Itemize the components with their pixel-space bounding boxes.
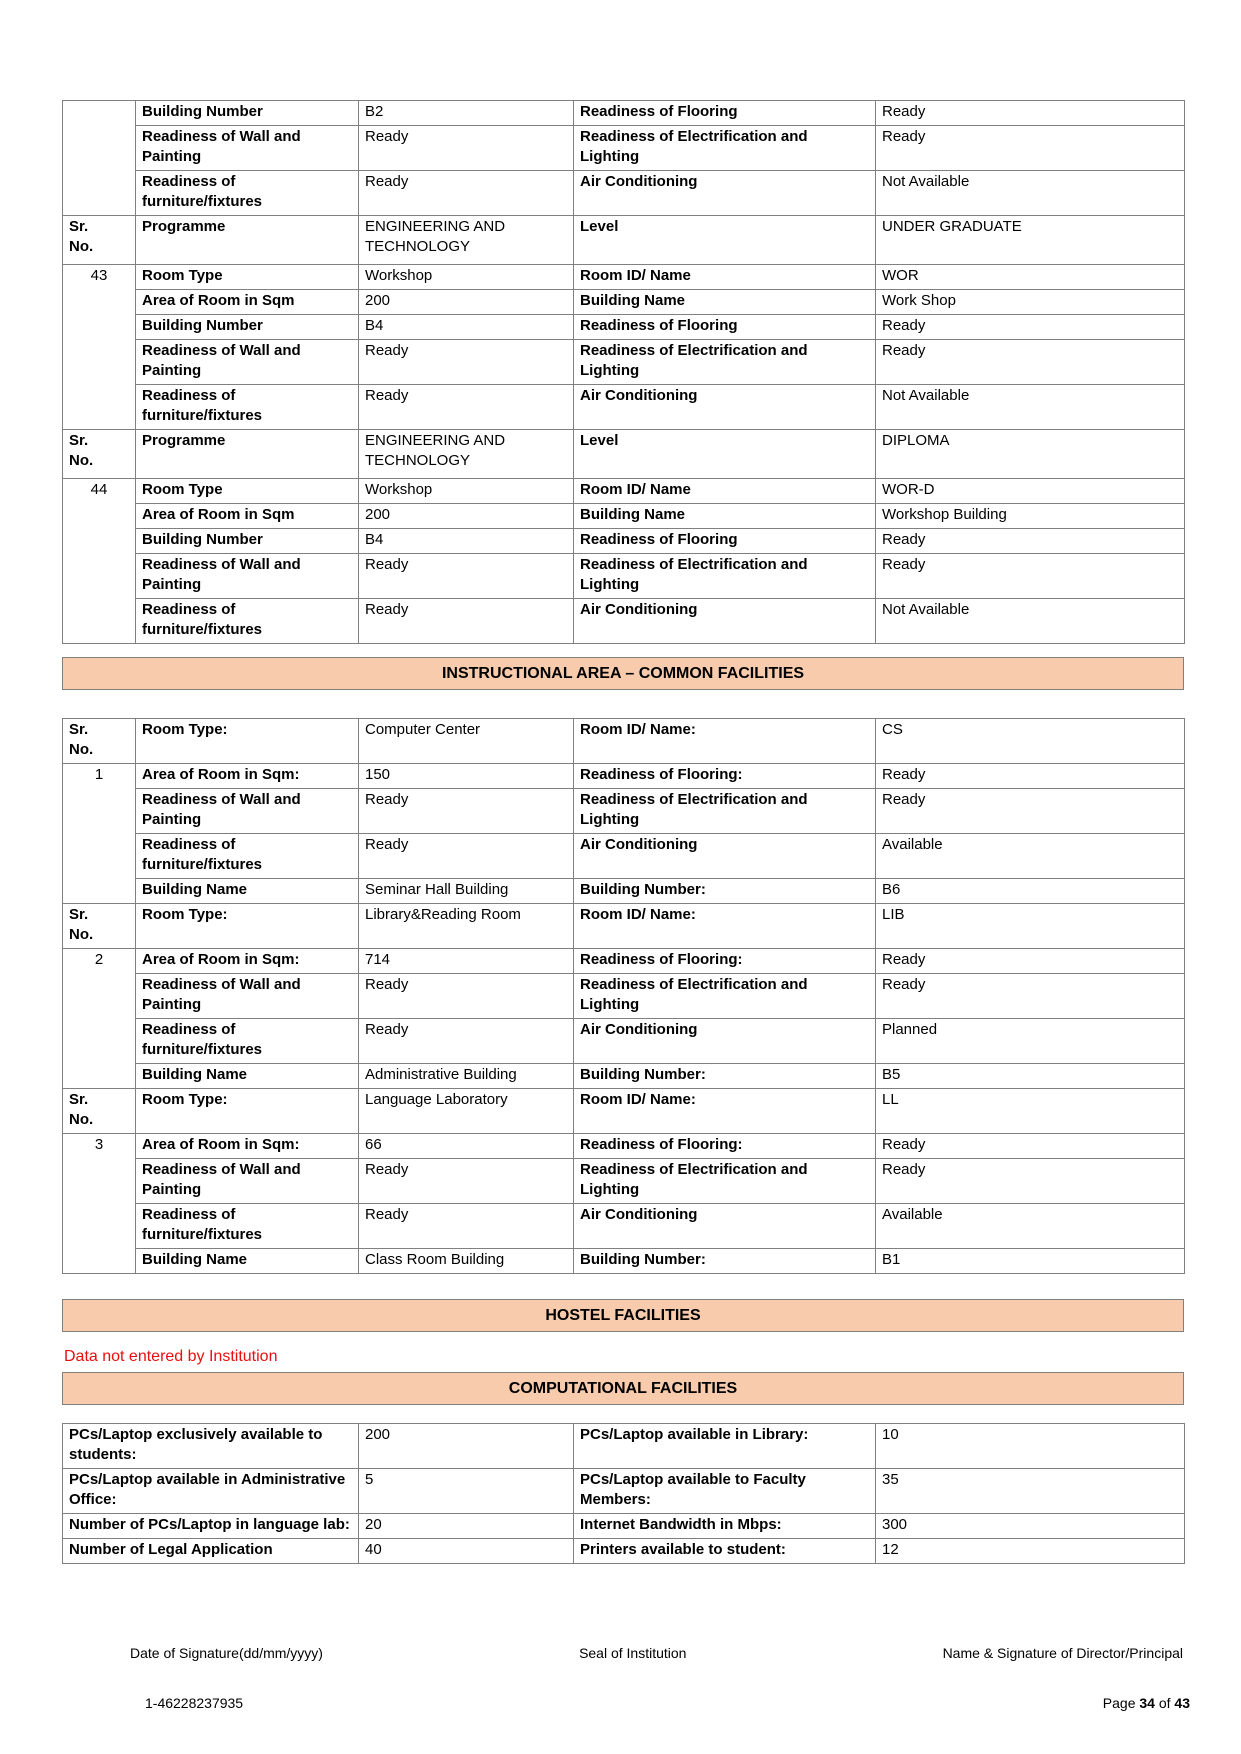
field-value: B1	[876, 1249, 1185, 1274]
sr-no-header: Sr. No.	[63, 430, 136, 479]
field-value: 66	[359, 1134, 574, 1159]
field-value: ENGINEERING AND TECHNOLOGY	[359, 216, 574, 265]
field-label: Building Number	[136, 101, 359, 126]
field-label: Room Type:	[136, 719, 359, 764]
field-value: B4	[359, 315, 574, 340]
table-row	[63, 1134, 1185, 1159]
field-value: Workshop	[359, 479, 574, 504]
field-value: WOR	[876, 265, 1185, 290]
field-label: PCs/Laptop available in Library:	[574, 1424, 876, 1469]
field-label: Number of PCs/Laptop in language lab:	[63, 1514, 359, 1539]
footer-signature-row	[130, 1645, 1183, 1661]
field-value: Planned	[876, 1019, 1185, 1064]
instructional-area-table	[62, 100, 1185, 644]
field-value: ENGINEERING AND TECHNOLOGY	[359, 430, 574, 479]
field-label: Readiness of furniture/fixtures	[136, 834, 359, 879]
field-value: CS	[876, 719, 1185, 764]
table-row	[63, 529, 1185, 554]
director-signature-label: Name & Signature of Director/Principal	[942, 1645, 1183, 1661]
field-value: Ready	[876, 101, 1185, 126]
field-label: Air Conditioning	[574, 171, 876, 216]
sr-no-header: Sr. No.	[63, 1089, 136, 1134]
field-label: Readiness of Wall and Painting	[136, 789, 359, 834]
table-row	[63, 1424, 1185, 1469]
field-value: 200	[359, 290, 574, 315]
field-label: Readiness of furniture/fixtures	[136, 385, 359, 430]
field-label: Readiness of Electrification and Lighting	[574, 126, 876, 171]
field-value: Available	[876, 834, 1185, 879]
field-label: Air Conditioning	[574, 834, 876, 879]
field-label: Readiness of Electrification and Lighting	[574, 340, 876, 385]
field-label: Room ID/ Name	[574, 479, 876, 504]
sr-number: 44	[63, 479, 136, 644]
field-label: Area of Room in Sqm:	[136, 1134, 359, 1159]
field-label: Area of Room in Sqm	[136, 290, 359, 315]
table-row	[63, 385, 1185, 430]
table-row	[63, 1249, 1185, 1274]
table-row	[63, 554, 1185, 599]
field-label: Readiness of Electrification and Lighting	[574, 789, 876, 834]
table-row	[63, 834, 1185, 879]
section-banner-instructional-common: INSTRUCTIONAL AREA – COMMON FACILITIES	[62, 657, 1184, 690]
table-row	[63, 1019, 1185, 1064]
field-label: Readiness of furniture/fixtures	[136, 1019, 359, 1064]
field-value: Seminar Hall Building	[359, 879, 574, 904]
field-label: Readiness of Wall and Painting	[136, 554, 359, 599]
table-row	[63, 479, 1185, 504]
table-row	[63, 430, 1185, 479]
field-value: Ready	[876, 315, 1185, 340]
hostel-data-note: Data not entered by Institution	[64, 1348, 278, 1365]
field-value: 10	[876, 1424, 1185, 1469]
field-label: Area of Room in Sqm	[136, 504, 359, 529]
field-label: Building Name	[574, 290, 876, 315]
sr-no-header: Sr. No.	[63, 904, 136, 949]
field-value: Not Available	[876, 385, 1185, 430]
table-row	[63, 101, 1185, 126]
field-label: Readiness of Flooring	[574, 315, 876, 340]
field-value: Library&Reading Room	[359, 904, 574, 949]
field-value: 35	[876, 1469, 1185, 1514]
field-value: B5	[876, 1064, 1185, 1089]
table-row	[63, 1159, 1185, 1204]
field-value: Ready	[876, 949, 1185, 974]
field-label: Readiness of Electrification and Lighting	[574, 554, 876, 599]
computational-facilities-table	[62, 1423, 1185, 1564]
field-label: Readiness of Flooring	[574, 101, 876, 126]
field-label: Room Type:	[136, 1089, 359, 1134]
sr-no-header: Sr. No.	[63, 216, 136, 265]
sr-no-header: Sr. No.	[63, 719, 136, 764]
field-label: Readiness of Flooring	[574, 529, 876, 554]
field-value: 20	[359, 1514, 574, 1539]
field-value: 40	[359, 1539, 574, 1564]
table-row	[63, 171, 1185, 216]
field-label: Building Number:	[574, 879, 876, 904]
field-value: B6	[876, 879, 1185, 904]
field-label: Readiness of Wall and Painting	[136, 1159, 359, 1204]
common-facilities-table	[62, 718, 1185, 1274]
field-label: Air Conditioning	[574, 385, 876, 430]
seal-of-institution-label: Seal of Institution	[579, 1645, 687, 1661]
field-value: DIPLOMA	[876, 430, 1185, 479]
table-row	[63, 265, 1185, 290]
field-value: LL	[876, 1089, 1185, 1134]
table-row	[63, 719, 1185, 764]
field-label: Number of Legal Application	[63, 1539, 359, 1564]
field-value: Not Available	[876, 599, 1185, 644]
field-label: Area of Room in Sqm:	[136, 949, 359, 974]
field-label: Room Type	[136, 479, 359, 504]
table-row	[63, 126, 1185, 171]
field-value: Ready	[359, 834, 574, 879]
field-value: Ready	[876, 1134, 1185, 1159]
field-value: Ready	[876, 1159, 1185, 1204]
table-row	[63, 1089, 1185, 1134]
field-label: Readiness of Electrification and Lighting	[574, 974, 876, 1019]
field-value: Ready	[876, 554, 1185, 599]
field-label: Air Conditioning	[574, 1204, 876, 1249]
field-label: Readiness of Wall and Painting	[136, 126, 359, 171]
field-value: Ready	[359, 1204, 574, 1249]
section-banner-computational: COMPUTATIONAL FACILITIES	[62, 1372, 1184, 1405]
field-label: PCs/Laptop exclusively available to students:	[63, 1424, 359, 1469]
date-of-signature-label: Date of Signature(dd/mm/yyyy)	[130, 1645, 323, 1661]
table-row	[63, 1204, 1185, 1249]
field-label: Room Type	[136, 265, 359, 290]
sr-number: 43	[63, 265, 136, 430]
field-value: 714	[359, 949, 574, 974]
field-label: PCs/Laptop available in Administrative Office:	[63, 1469, 359, 1514]
footer-page-row	[145, 1695, 1190, 1711]
field-value: Computer Center	[359, 719, 574, 764]
field-value: Ready	[359, 1159, 574, 1204]
field-label: Printers available to student:	[574, 1539, 876, 1564]
field-label: Air Conditioning	[574, 1019, 876, 1064]
field-label: Readiness of Flooring:	[574, 949, 876, 974]
field-label: Building Name	[136, 879, 359, 904]
table-row	[63, 1514, 1185, 1539]
table-row	[63, 599, 1185, 644]
field-label: Internet Bandwidth in Mbps:	[574, 1514, 876, 1539]
field-label: Room ID/ Name:	[574, 904, 876, 949]
field-value: Workshop Building	[876, 504, 1185, 529]
field-value: Ready	[359, 340, 574, 385]
sr-number: 1	[63, 764, 136, 904]
field-value: WOR-D	[876, 479, 1185, 504]
field-value: UNDER GRADUATE	[876, 216, 1185, 265]
field-label: Area of Room in Sqm:	[136, 764, 359, 789]
field-label: Programme	[136, 430, 359, 479]
field-value: Ready	[359, 171, 574, 216]
field-value: Ready	[876, 340, 1185, 385]
field-label: Readiness of furniture/fixtures	[136, 1204, 359, 1249]
field-value: 200	[359, 1424, 574, 1469]
field-value: Not Available	[876, 171, 1185, 216]
field-value: Ready	[359, 974, 574, 1019]
field-label: Level	[574, 430, 876, 479]
field-value: 150	[359, 764, 574, 789]
field-value: Ready	[359, 789, 574, 834]
field-value: Work Shop	[876, 290, 1185, 315]
field-label: Room ID/ Name:	[574, 1089, 876, 1134]
table-row	[63, 949, 1185, 974]
field-label: Readiness of Wall and Painting	[136, 974, 359, 1019]
field-label: Building Number:	[574, 1064, 876, 1089]
field-value: Ready	[359, 554, 574, 599]
field-value: Ready	[876, 764, 1185, 789]
field-label: Room Type:	[136, 904, 359, 949]
field-label: Readiness of Wall and Painting	[136, 340, 359, 385]
field-value: 300	[876, 1514, 1185, 1539]
field-label: Room ID/ Name:	[574, 719, 876, 764]
field-label: Building Number	[136, 315, 359, 340]
table-row	[63, 315, 1185, 340]
field-label: Level	[574, 216, 876, 265]
table-row	[63, 1539, 1185, 1564]
field-value: Ready	[359, 126, 574, 171]
field-value: Ready	[876, 789, 1185, 834]
field-label: Readiness of Flooring:	[574, 764, 876, 789]
field-value: Class Room Building	[359, 1249, 574, 1274]
sr-number: 2	[63, 949, 136, 1089]
field-value: Ready	[876, 974, 1185, 1019]
field-label: PCs/Laptop available to Faculty Members:	[574, 1469, 876, 1514]
field-value: 200	[359, 504, 574, 529]
field-value: Ready	[876, 529, 1185, 554]
field-label: Building Name	[136, 1064, 359, 1089]
field-label: Building Name	[574, 504, 876, 529]
field-value: Language Laboratory	[359, 1089, 574, 1134]
field-value: B2	[359, 101, 574, 126]
field-label: Building Name	[136, 1249, 359, 1274]
table-row	[63, 789, 1185, 834]
page-number: Page 34 of 43	[1102, 1695, 1190, 1711]
table-row	[63, 974, 1185, 1019]
table-row	[63, 216, 1185, 265]
table-row	[63, 1469, 1185, 1514]
field-label: Building Number	[136, 529, 359, 554]
field-value: Ready	[359, 599, 574, 644]
section-banner-hostel: HOSTEL FACILITIES	[62, 1299, 1184, 1332]
table-row	[63, 879, 1185, 904]
field-value: 5	[359, 1469, 574, 1514]
field-value: Workshop	[359, 265, 574, 290]
table-row	[63, 340, 1185, 385]
field-label: Air Conditioning	[574, 599, 876, 644]
table-row	[63, 290, 1185, 315]
sr-number: 3	[63, 1134, 136, 1274]
field-value: Ready	[359, 385, 574, 430]
field-value: Ready	[359, 1019, 574, 1064]
field-label: Readiness of furniture/fixtures	[136, 171, 359, 216]
field-value: Available	[876, 1204, 1185, 1249]
field-value: Administrative Building	[359, 1064, 574, 1089]
sr-cell-empty	[63, 101, 136, 216]
field-value: Ready	[876, 126, 1185, 171]
table-row	[63, 504, 1185, 529]
field-value: B4	[359, 529, 574, 554]
field-label: Readiness of Flooring:	[574, 1134, 876, 1159]
field-label: Readiness of furniture/fixtures	[136, 599, 359, 644]
field-label: Programme	[136, 216, 359, 265]
table-row	[63, 1064, 1185, 1089]
table-row	[63, 764, 1185, 789]
field-value: 12	[876, 1539, 1185, 1564]
field-label: Building Number:	[574, 1249, 876, 1274]
field-value: LIB	[876, 904, 1185, 949]
field-label: Room ID/ Name	[574, 265, 876, 290]
table-row	[63, 904, 1185, 949]
application-id: 1-46228237935	[145, 1695, 244, 1711]
field-label: Readiness of Electrification and Lighting	[574, 1159, 876, 1204]
